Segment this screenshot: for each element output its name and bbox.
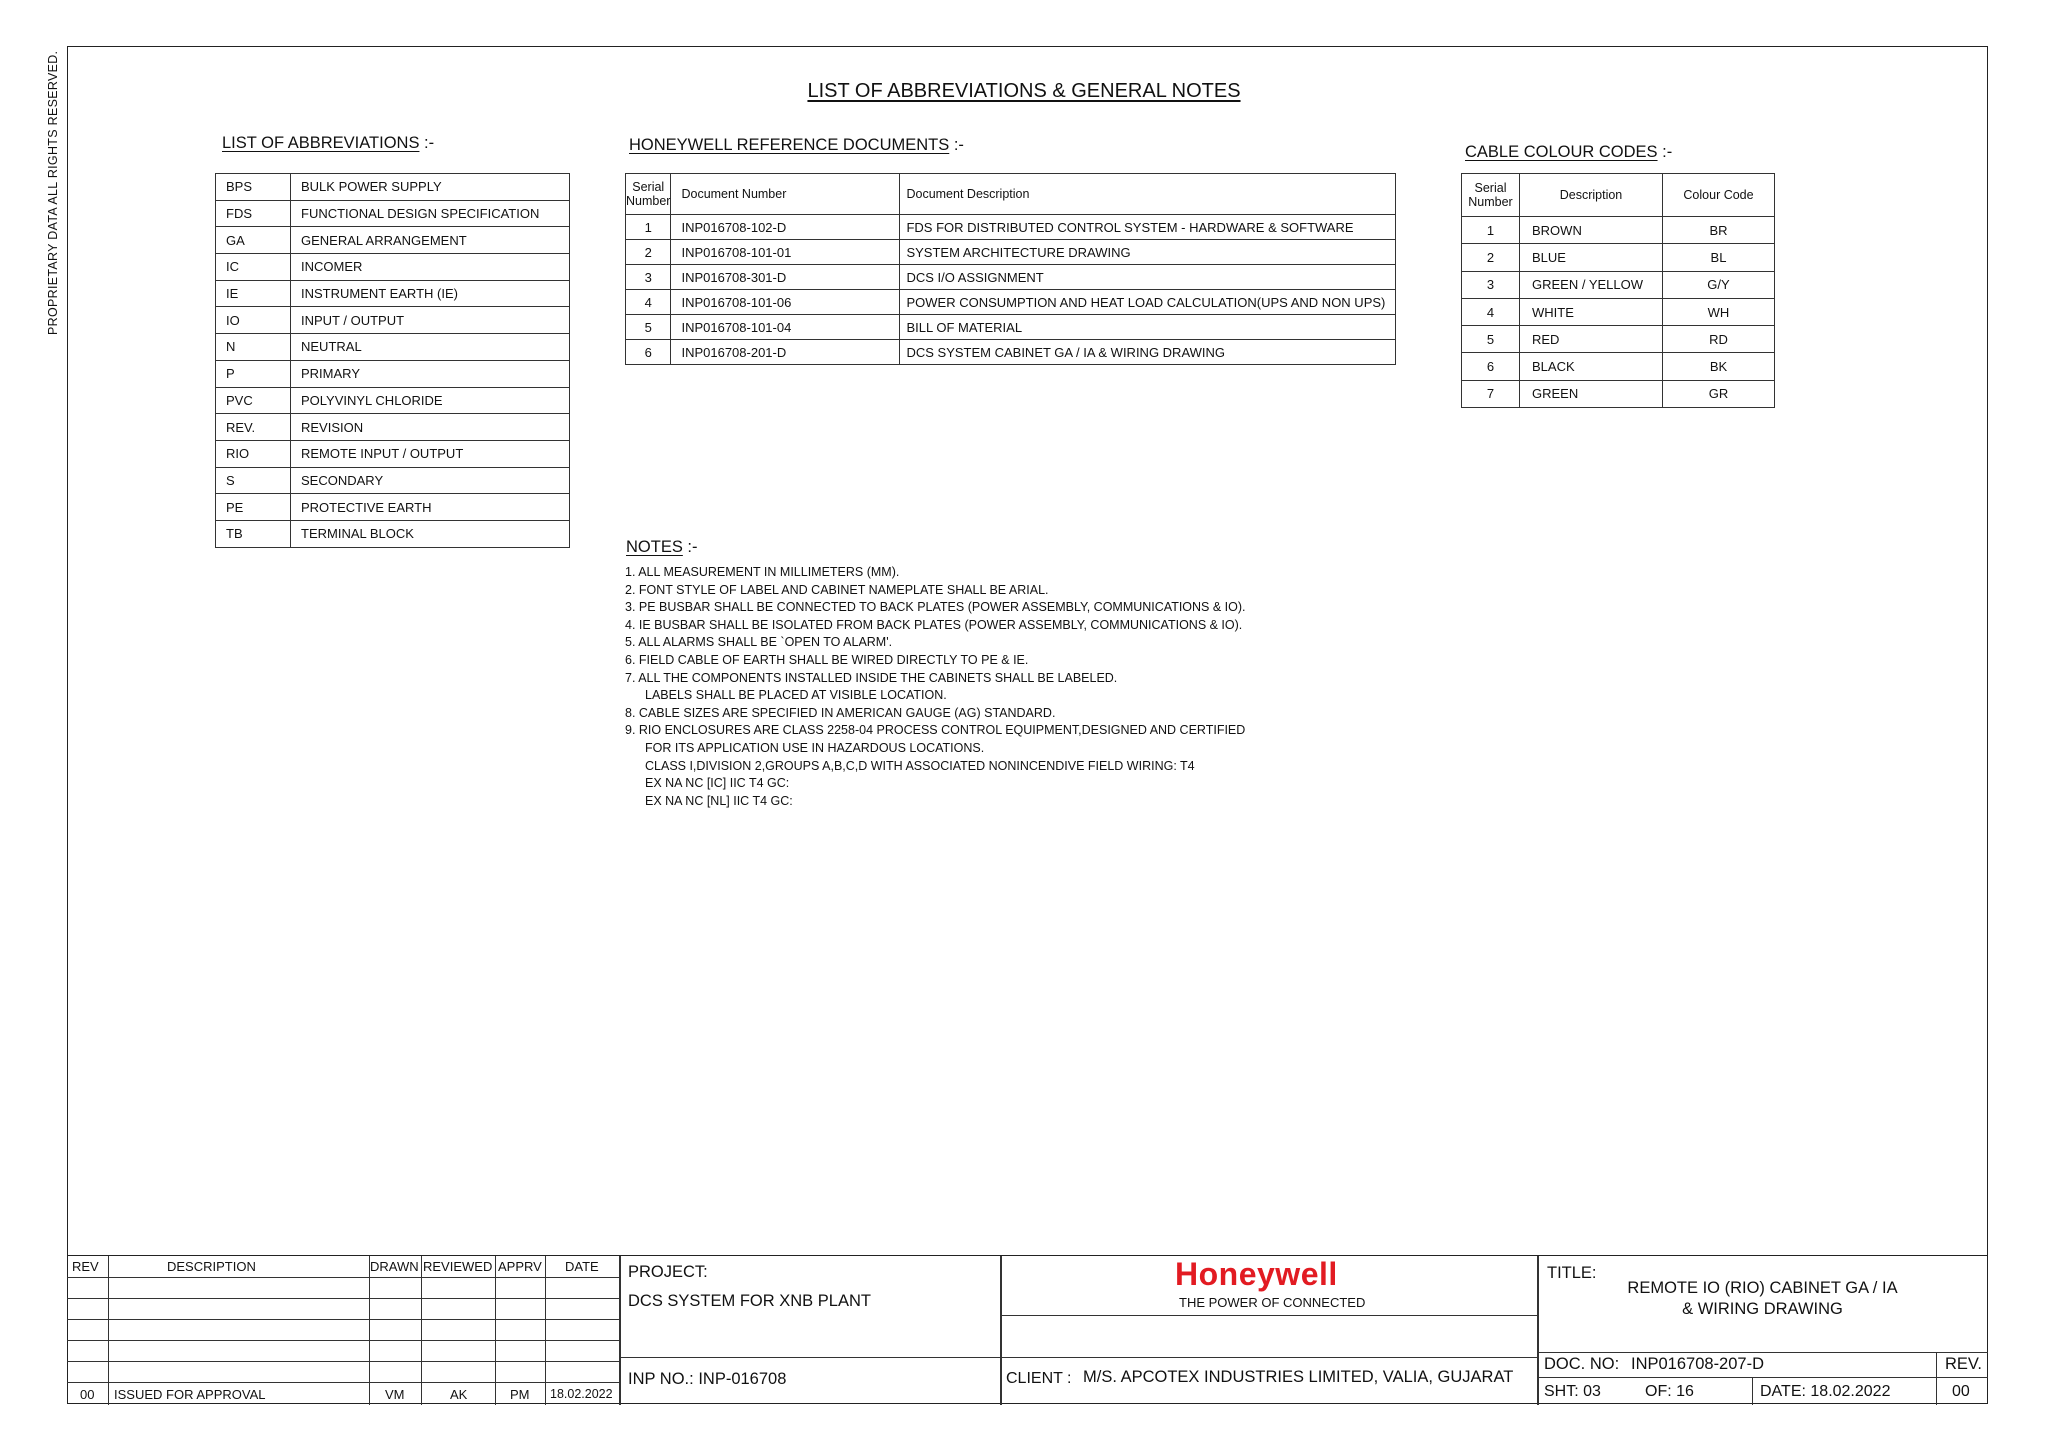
cable-colour-row	[1462, 380, 1775, 407]
abbreviation-meaning: PROTECTIVE EARTH	[291, 494, 570, 521]
abbreviation-row	[216, 387, 570, 414]
sheet-number	[1544, 1383, 1601, 1401]
ref-document-description: SYSTEM ARCHITECTURE DRAWING	[900, 240, 1396, 265]
ref-document-number: INP016708-201-D	[671, 340, 900, 365]
abbreviation-row	[216, 360, 570, 387]
sheet-date	[1760, 1383, 1890, 1401]
rev-row-date: 18.02.2022	[550, 1387, 613, 1401]
cc-description: GREEN / YELLOW	[1520, 271, 1663, 298]
ref-document-number: INP016708-101-01	[671, 240, 900, 265]
note-line: FOR ITS APPLICATION USE IN HAZARDOUS LOCATIONS.	[645, 740, 985, 755]
date-value: 18.02.2022	[1810, 1383, 1891, 1400]
cable-colour-heading	[1465, 143, 1672, 162]
ref-serial-number: 1	[626, 215, 671, 240]
reference-doc-row	[626, 340, 1396, 365]
abbreviation-row	[216, 174, 570, 201]
ref-document-number: INP016708-102-D	[671, 215, 900, 240]
ref-document-number: INP016708-101-06	[671, 290, 900, 315]
abbreviation-code: PE	[216, 494, 291, 521]
ref-document-description: DCS SYSTEM CABINET GA / IA & WIRING DRAWING	[900, 340, 1396, 365]
drawing-title-line1: REMOTE IO (RIO) CABINET GA / IA	[1627, 1279, 1898, 1297]
rev-row-rev: 00	[80, 1387, 95, 1402]
inp-value: INP-016708	[698, 1370, 787, 1388]
note-line: 4. IE BUSBAR SHALL BE ISOLATED FROM BACK PLATES (POWER ASSEMBLY, COMMUNICATIONS & IO).	[625, 617, 1243, 632]
client-value: M/S. APCOTEX INDUSTRIES LIMITED, VALIA, GUJARAT	[1083, 1368, 1514, 1386]
project-name: DCS SYSTEM FOR XNB PLANT	[628, 1292, 871, 1310]
abbreviation-row	[216, 494, 570, 521]
of-label: OF:	[1645, 1383, 1672, 1400]
doc-no-label: DOC. NO:	[1544, 1355, 1620, 1373]
abbreviation-meaning: GENERAL ARRANGEMENT	[291, 227, 570, 254]
rev-header-apprv: APPRV	[498, 1259, 542, 1274]
abbreviation-meaning: INSTRUMENT EARTH (IE)	[291, 280, 570, 307]
note-line: EX NA NC [IC] IIC T4 GC:	[645, 776, 790, 791]
cc-serial-number: 7	[1462, 380, 1520, 407]
cc-colour-code: BR	[1663, 217, 1775, 244]
cable-colour-row	[1462, 217, 1775, 244]
abbreviation-row	[216, 307, 570, 334]
cc-serial-number: 3	[1462, 271, 1520, 298]
cable-colour-row	[1462, 353, 1775, 380]
ref-document-description: BILL OF MATERIAL	[900, 315, 1396, 340]
abbreviation-row	[216, 200, 570, 227]
project-label: PROJECT:	[628, 1263, 708, 1281]
abbreviation-row	[216, 334, 570, 361]
notes-title-suffix: :-	[682, 538, 698, 556]
reference-docs-title: HONEYWELL REFERENCE DOCUMENTS	[629, 136, 950, 154]
cable-colour-row	[1462, 244, 1775, 271]
note-line: 5. ALL ALARMS SHALL BE `OPEN TO ALARM'.	[625, 635, 893, 650]
abbreviation-code: RIO	[216, 440, 291, 467]
cable-colour-title-suffix: :-	[1657, 143, 1673, 161]
cc-description: BLUE	[1520, 244, 1663, 271]
cable-colour-row	[1462, 271, 1775, 298]
abbreviation-row	[216, 467, 570, 494]
cc-colour-code: BK	[1663, 353, 1775, 380]
cc-description: BLACK	[1520, 353, 1663, 380]
page-title	[0, 80, 2048, 103]
abbreviation-code: N	[216, 334, 291, 361]
cc-serial-number: 2	[1462, 244, 1520, 271]
note-line: 8. CABLE SIZES ARE SPECIFIED IN AMERICAN GAUGE (AG) STANDARD.	[625, 705, 1056, 720]
note-line: 9. RIO ENCLOSURES ARE CLASS 2258-04 PROCESS CONTROL EQUIPMENT,DESIGNED AND CERTIFIED	[625, 723, 1246, 738]
notes-title: NOTES	[626, 538, 683, 556]
ref-document-number: INP016708-101-04	[671, 315, 900, 340]
ref-serial-number: 4	[626, 290, 671, 315]
rev-header-description: DESCRIPTION	[167, 1259, 256, 1274]
cc-serial-number: 1	[1462, 217, 1520, 244]
reference-doc-row	[626, 290, 1396, 315]
rev-header-drawn: DRAWN	[370, 1259, 419, 1274]
abbreviation-row	[216, 520, 570, 547]
reference-doc-row	[626, 215, 1396, 240]
drawing-title-line2: & WIRING DRAWING	[1682, 1300, 1843, 1318]
note-line: CLASS I,DIVISION 2,GROUPS A,B,C,D WITH ASSOCIATED NONINCENDIVE FIELD WIRING: T4	[645, 758, 1195, 773]
note-line: 7. ALL THE COMPONENTS INSTALLED INSIDE THE CABINETS SHALL BE LABELED.	[625, 670, 1118, 685]
reference-docs-title-suffix: :-	[949, 136, 964, 154]
date-label: DATE:	[1760, 1383, 1806, 1400]
title-label: TITLE:	[1547, 1264, 1597, 1282]
abbreviation-meaning: REVISION	[291, 414, 570, 441]
cable-colour-table	[1461, 173, 1775, 408]
rev-label: REV.	[1945, 1355, 1982, 1373]
inp-number	[628, 1370, 786, 1389]
abbreviation-code: TB	[216, 520, 291, 547]
cc-serial-number: 5	[1462, 326, 1520, 353]
rev-value: 00	[1952, 1383, 1970, 1400]
ref-serial-number: 5	[626, 315, 671, 340]
abbreviation-meaning: INCOMER	[291, 254, 570, 281]
sheet-total	[1645, 1383, 1694, 1401]
client-label: CLIENT :	[1006, 1370, 1072, 1387]
notes-list	[625, 564, 1246, 810]
abbreviation-code: PVC	[216, 387, 291, 414]
cc-colour-code: RD	[1663, 326, 1775, 353]
cc-description: WHITE	[1520, 298, 1663, 325]
doc-no-value: INP016708-207-D	[1631, 1355, 1764, 1373]
cc-colour-code: G/Y	[1663, 271, 1775, 298]
cable-colour-title: CABLE COLOUR CODES	[1465, 143, 1658, 161]
abbreviation-meaning: POLYVINYL CHLORIDE	[291, 387, 570, 414]
ref-header-serial: Serial Number	[626, 174, 671, 215]
rev-header-reviewed: REVIEWED	[423, 1259, 493, 1274]
abbreviation-code: IO	[216, 307, 291, 334]
ref-header-doc-number: Document Number	[671, 174, 900, 215]
abbreviation-code: S	[216, 467, 291, 494]
cable-colour-table-body	[1462, 217, 1775, 408]
note-line: 3. PE BUSBAR SHALL BE CONNECTED TO BACK PLATES (POWER ASSEMBLY, COMMUNICATIONS & IO).	[625, 600, 1246, 615]
abbreviations-table	[215, 173, 570, 548]
cable-colour-row	[1462, 298, 1775, 325]
of-value: 16	[1676, 1383, 1694, 1400]
rev-row-apprv: PM	[510, 1387, 530, 1402]
note-line: 1. ALL MEASUREMENT IN MILLIMETERS (MM).	[625, 565, 900, 579]
inp-label: INP NO.:	[628, 1370, 694, 1388]
ref-serial-number: 3	[626, 265, 671, 290]
abbreviation-row	[216, 254, 570, 281]
cc-header-serial: Serial Number	[1462, 174, 1520, 217]
note-line: 6. FIELD CABLE OF EARTH SHALL BE WIRED DIRECTLY TO PE & IE.	[625, 652, 1029, 667]
page-title-text: LIST OF ABBREVIATIONS & GENERAL NOTES	[807, 80, 1241, 102]
reference-docs-table-body	[626, 215, 1396, 365]
abbreviations-title: LIST OF ABBREVIATIONS	[222, 134, 420, 152]
abbreviation-code: IE	[216, 280, 291, 307]
honeywell-logo: Honeywell	[1175, 1256, 1338, 1292]
abbreviation-code: REV.	[216, 414, 291, 441]
ref-document-description: POWER CONSUMPTION AND HEAT LOAD CALCULATION(UPS AND NON UPS)	[900, 290, 1396, 315]
sht-label: SHT:	[1544, 1383, 1579, 1400]
cc-colour-code: BL	[1663, 244, 1775, 271]
abbreviations-table-body	[216, 174, 570, 548]
abbreviation-code: GA	[216, 227, 291, 254]
cable-colour-row	[1462, 326, 1775, 353]
reference-docs-heading	[629, 136, 964, 155]
cc-colour-code: WH	[1663, 298, 1775, 325]
abbreviation-meaning: SECONDARY	[291, 467, 570, 494]
side-note-text: PROPRIETARY DATA ALL RIGHTS RESERVED.	[46, 50, 60, 335]
sht-value: 03	[1583, 1383, 1601, 1400]
abbreviation-code: BPS	[216, 174, 291, 201]
cc-description: RED	[1520, 326, 1663, 353]
note-line: LABELS SHALL BE PLACED AT VISIBLE LOCATION.	[645, 688, 947, 703]
cc-description: BROWN	[1520, 217, 1663, 244]
reference-docs-header-row	[626, 174, 1396, 215]
note-line: EX NA NC [NL] IIC T4 GC:	[645, 793, 793, 808]
abbreviation-code: P	[216, 360, 291, 387]
cc-serial-number: 6	[1462, 353, 1520, 380]
rev-row-drawn: VM	[385, 1387, 405, 1402]
notes-heading	[626, 538, 698, 557]
abbreviation-meaning: BULK POWER SUPPLY	[291, 174, 570, 201]
abbreviations-title-suffix: :-	[419, 134, 435, 152]
ref-serial-number: 2	[626, 240, 671, 265]
abbreviation-row	[216, 414, 570, 441]
cc-header-colour-code: Colour Code	[1663, 174, 1775, 217]
rev-header-date: DATE	[565, 1259, 599, 1274]
abbreviation-meaning: PRIMARY	[291, 360, 570, 387]
abbreviation-meaning: TERMINAL BLOCK	[291, 520, 570, 547]
ref-document-description: DCS I/O ASSIGNMENT	[900, 265, 1396, 290]
cc-serial-number: 4	[1462, 298, 1520, 325]
ref-document-number: INP016708-301-D	[671, 265, 900, 290]
abbreviation-meaning: NEUTRAL	[291, 334, 570, 361]
rev-header-rev: REV	[72, 1259, 99, 1274]
reference-doc-row	[626, 315, 1396, 340]
reference-docs-table	[625, 173, 1396, 365]
ref-document-description: FDS FOR DISTRIBUTED CONTROL SYSTEM - HARDWARE & SOFTWARE	[900, 215, 1396, 240]
abbreviation-row	[216, 280, 570, 307]
abbreviation-code: IC	[216, 254, 291, 281]
abbreviations-heading	[222, 134, 434, 153]
cc-header-description: Description	[1520, 174, 1663, 217]
abbreviation-code: FDS	[216, 200, 291, 227]
logo-tagline: THE POWER OF CONNECTED	[1179, 1295, 1366, 1310]
note-line: 2. FONT STYLE OF LABEL AND CABINET NAMEPLATE SHALL BE ARIAL.	[625, 582, 1049, 597]
cc-colour-code: GR	[1663, 380, 1775, 407]
abbreviation-row	[216, 440, 570, 467]
cc-description: GREEN	[1520, 380, 1663, 407]
ref-serial-number: 6	[626, 340, 671, 365]
rev-row-description: ISSUED FOR APPROVAL	[114, 1387, 266, 1402]
reference-doc-row	[626, 240, 1396, 265]
abbreviation-meaning: FUNCTIONAL DESIGN SPECIFICATION	[291, 200, 570, 227]
ref-header-doc-description: Document Description	[900, 174, 1396, 215]
title-block	[67, 1255, 1988, 1404]
abbreviation-meaning: INPUT / OUTPUT	[291, 307, 570, 334]
abbreviation-meaning: REMOTE INPUT / OUTPUT	[291, 440, 570, 467]
rev-row-reviewed: AK	[450, 1387, 468, 1402]
abbreviation-row	[216, 227, 570, 254]
cable-colour-header-row	[1462, 174, 1775, 217]
reference-doc-row	[626, 265, 1396, 290]
